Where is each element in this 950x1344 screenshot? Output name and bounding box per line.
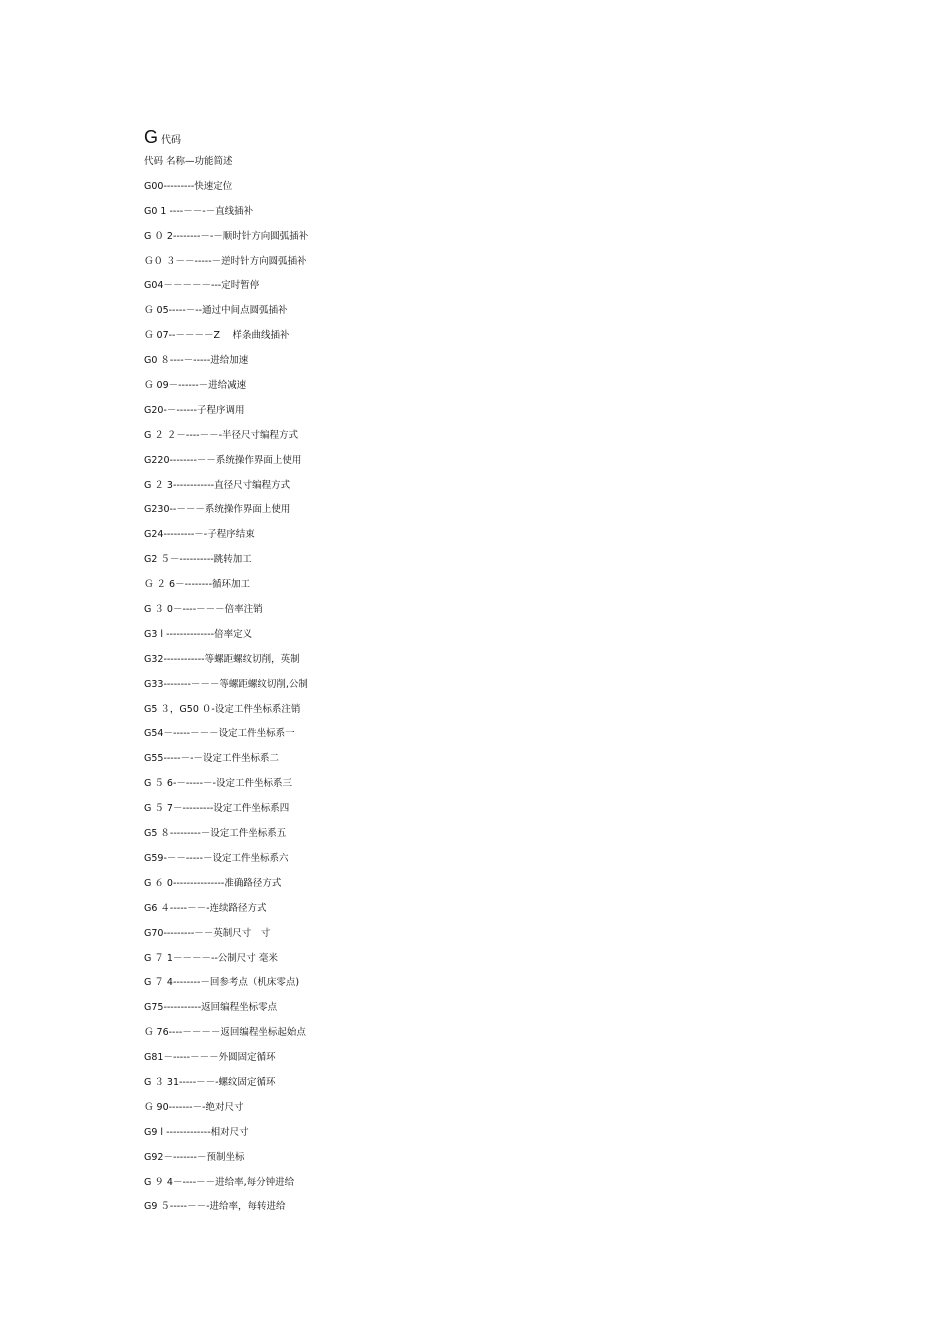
g-code-line: G ６ 0---------------准确路径方式 bbox=[144, 877, 282, 889]
g-code-line: G ０ 2--------－-－顺时针方向圆弧插补 bbox=[144, 230, 309, 242]
g-code-line: Ｇ 90-------－-绝对尺寸 bbox=[144, 1101, 244, 1113]
g-code-line: G04－－－－－---定时暂停 bbox=[144, 280, 260, 292]
g-code-line: G230--－－－系统操作界面上使用 bbox=[144, 504, 291, 516]
g-code-line: Ｇ 76----－－－－返回编程坐标起始点 bbox=[144, 1027, 306, 1039]
g-code-line: G32------------等螺距螺纹切削，英制 bbox=[144, 653, 300, 665]
g-code-line: Ｇ ２ 6－--------循环加工 bbox=[144, 579, 251, 591]
g-code-line: G ７ 4--------－回参考点（机床零点) bbox=[144, 977, 300, 989]
document-page bbox=[144, 124, 844, 1220]
column-header: 代码 名称—功能简述 bbox=[144, 156, 233, 167]
g-code-line: G5 ８---------－设定工件坐标系五 bbox=[144, 828, 287, 840]
g-code-line: G00---------快速定位 bbox=[144, 180, 233, 192]
g-code-line: G55-----－-－设定工件坐标系二 bbox=[144, 753, 280, 765]
g-code-line: G ２ 3------------直径尺寸编程方式 bbox=[144, 479, 291, 491]
g-code-line: G6 ４-----－－-连续路径方式 bbox=[144, 902, 267, 914]
g-code-list bbox=[144, 175, 844, 1220]
page-title-letter: G bbox=[144, 127, 159, 147]
g-code-line: Ｇ 09－------－进给减速 bbox=[144, 380, 247, 392]
g-code-line: G92－-------－预制坐标 bbox=[144, 1151, 245, 1163]
g-code-line: G ９ 4－----－－进给率,每分钟进给 bbox=[144, 1176, 295, 1188]
g-code-line: G33--------－－－等螺距螺纹切削,公制 bbox=[144, 678, 308, 690]
g-code-line: Ｇ０ ３－－-----－逆时针方向圆弧插补 bbox=[144, 255, 307, 267]
g-code-line: G0 ８----－-----进给加速 bbox=[144, 355, 249, 367]
page-title bbox=[144, 124, 844, 150]
g-code-line: G0 1 ----－－-－直线插补 bbox=[144, 205, 254, 217]
g-code-line: G ２ ２－----－－-半径尺寸编程方式 bbox=[144, 429, 299, 441]
g-code-line: G2 ５－----------跳转加工 bbox=[144, 554, 252, 566]
g-code-line: G ３ 0－----－－－倍率注销 bbox=[144, 604, 263, 616]
page-title-text: 代码 bbox=[161, 135, 182, 146]
g-code-line: G ３ 31-----－－-螺纹固定循环 bbox=[144, 1076, 276, 1088]
g-code-line: G ５ 7－---------设定工件坐标系四 bbox=[144, 803, 290, 815]
g-code-line: G70---------－－英制尺寸 寸 bbox=[144, 927, 271, 939]
g-code-line: G59-－－-----－设定工件坐标系六 bbox=[144, 852, 289, 864]
g-code-line: Ｇ 07--－－－－Z 样条曲线插补 bbox=[144, 330, 290, 342]
g-code-line: G5 ３，G50 ０-设定工件坐标系注销 bbox=[144, 703, 301, 715]
g-code-line: G81－-----－－－外圆固定循环 bbox=[144, 1052, 276, 1064]
g-code-line: G24---------－-子程序结束 bbox=[144, 529, 255, 541]
g-code-line: G ７ 1－－－－--公制尺寸 毫米 bbox=[144, 952, 278, 964]
g-code-line: G75-----------返回编程坐标零点 bbox=[144, 1002, 278, 1014]
g-code-line: G ５ 6-－-----－-设定工件坐标系三 bbox=[144, 778, 292, 790]
g-code-line: G20-－------子程序调用 bbox=[144, 404, 245, 416]
g-code-line: G3 l --------------倍率定义 bbox=[144, 628, 253, 640]
g-code-line: G54－-----－－－设定工件坐标系一 bbox=[144, 728, 295, 740]
g-code-line: G220--------－－系统操作界面上使用 bbox=[144, 454, 302, 466]
g-code-line: Ｇ 05-----－--通过中间点圆弧插补 bbox=[144, 305, 288, 317]
g-code-line: G9 l -------------相对尺寸 bbox=[144, 1126, 249, 1138]
g-code-line: G9 ５-----－－-进给率，每转进给 bbox=[144, 1201, 286, 1213]
